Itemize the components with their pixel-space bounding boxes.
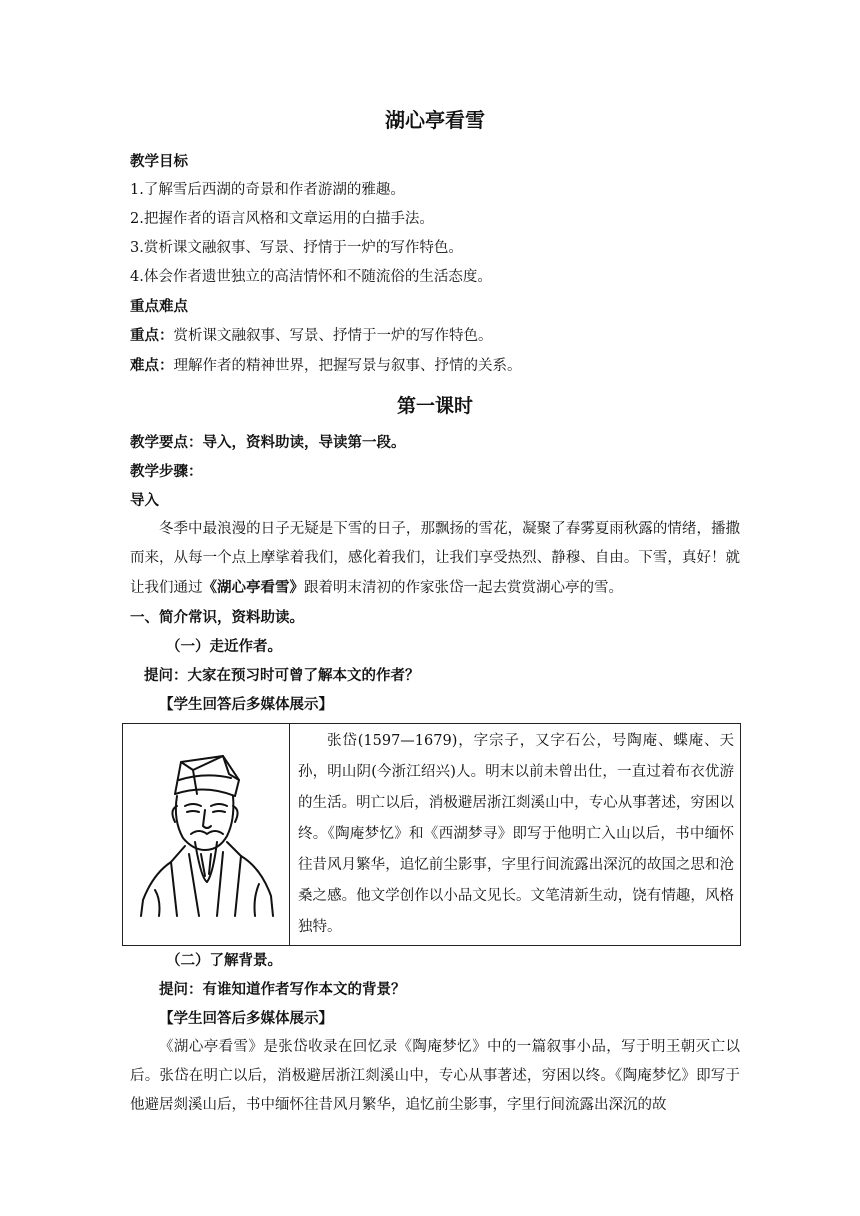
author-portrait-cell [123, 724, 290, 945]
objective-item: 3.赏析课文融叙事、写景、抒情于一炉的写作特色。 [130, 240, 463, 256]
intro-paragraph [130, 515, 740, 603]
difficulty-point [130, 351, 740, 381]
section1-sub2: （二）了解背景。 [166, 952, 282, 969]
intro-text-before: 冬季中最浪漫的日子无疑是下雪的日子，那飘扬的雪花，凝聚了春雾夏雨秋露的情绪，播撒而来，从每一个点上摩挲着我们，感化着我们，让我们享受热烈、静穆、自由。下雪，真好！就让我们通过 [130, 521, 740, 596]
keypoints-heading: 重点难点 [130, 298, 188, 315]
objective-item: 4.体会作者遗世独立的高洁情怀和不随流俗的生活态度。 [130, 269, 492, 285]
lesson-title: 第一课时 [396, 395, 473, 417]
key-point-label: 重点： [130, 327, 174, 344]
key-point-text: 赏析课文融叙事、写景、抒情于一炉的写作特色。 [173, 328, 493, 344]
author-bio: 张岱(1597—1679)，字宗子，又字石公，号陶庵、蝶庵、天孙，明山阴(今浙江绍兴)人。明末以前未曾出仕，一直过着布衣优游的生活。明亡以后，消极避居浙江剡溪山中，专心从事著述，穷困以终。《陶庵梦忆》和《西湖梦寻》即写于他明亡入山以后，书中缅怀往昔风月繁华，追忆前尘影事，字里行间流露出深沉的故国之思和沧桑之感。他文学创作以小品文见长。文笔清新生动，饶有情趣，风格独特。 [298, 733, 734, 935]
intro-text-after: 跟着明末清初的作家张岱一起去赏赏湖心亭的雪。 [304, 580, 623, 596]
section1-heading: 一、简介常识，资料助读。 [130, 609, 304, 626]
objective-item: 1.了解雪后西湖的奇景和作者游湖的雅趣。 [130, 182, 405, 198]
section1-show1: 【学生回答后多媒体展示】 [159, 696, 333, 713]
difficulty-label: 难点： [130, 357, 174, 374]
section1-sub1: （一）走近作者。 [166, 638, 282, 655]
document-page [130, 96, 740, 1120]
intro-heading: 导入 [130, 492, 159, 509]
lesson-points [130, 428, 740, 457]
lesson-points-label: 教学要点： [130, 434, 203, 451]
section1-question1: 提问：大家在预习时可曾了解本文的作者？ [144, 667, 420, 684]
lesson-points-text: 导入，资料助读，导读第一段。 [202, 434, 406, 451]
background-paragraph: 《湖心亭看雪》是张岱收录在回忆录《陶庵梦忆》中的一篇叙事小品，写于明王朝灭亡以后。张岱在明亡以后，消极避居浙江剡溪山中，专心从事著述，穷困以终。《陶庵梦忆》即写于他避居剡溪山后，书中缅怀往昔风月繁华，追忆前尘影事，字里行间流露出深沉的故 [130, 1039, 740, 1113]
section1-show2: 【学生回答后多媒体展示】 [159, 1010, 333, 1027]
portrait-sketch-icon [131, 750, 281, 920]
difficulty-text: 理解作者的精神世界，把握写景与叙事、抒情的关系。 [173, 358, 522, 374]
objectives-heading: 教学目标 [130, 153, 188, 170]
intro-text-title: 《湖心亭看雪》 [202, 579, 304, 596]
author-table [122, 723, 741, 946]
document-title: 湖心亭看雪 [385, 108, 485, 132]
lesson-steps-label: 教学步骤： [130, 463, 203, 480]
section1-question2: 提问：有谁知道作者写作本文的背景？ [159, 981, 406, 998]
objective-item: 2.把握作者的语言风格和文章运用的白描手法。 [130, 211, 434, 227]
key-point [130, 321, 740, 351]
